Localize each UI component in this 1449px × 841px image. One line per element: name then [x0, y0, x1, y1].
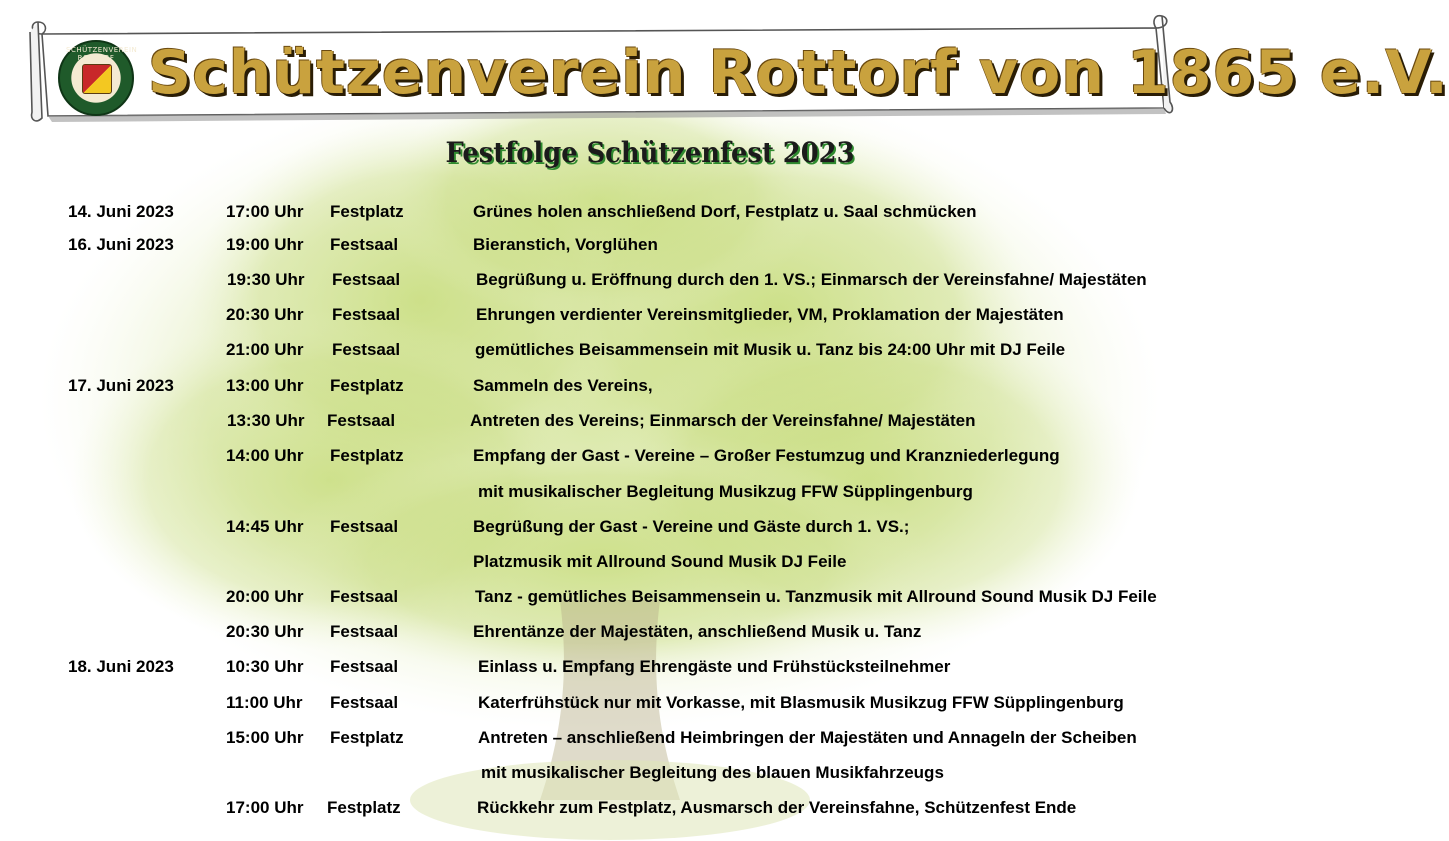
- schedule-description: Katerfrühstück nur mit Vorkasse, mit Blasmusik Musikzug FFW Süpplingenburg: [478, 693, 1124, 712]
- club-emblem-icon: [58, 40, 138, 116]
- schedule-place: Festplatz: [327, 798, 401, 817]
- title-banner: [28, 14, 1449, 132]
- schedule-time: 14:45 Uhr: [226, 517, 304, 536]
- schedule-time: 17:00 Uhr: [226, 202, 304, 221]
- schedule-time: 15:00 Uhr: [226, 728, 304, 747]
- page-subtitle: Festfolge Schützenfest 2023: [445, 136, 855, 169]
- schedule-place: Festsaal: [327, 411, 396, 430]
- schedule-place: Festsaal: [332, 340, 401, 359]
- schedule-description: Empfang der Gast - Vereine – Großer Festumzug und Kranzniederlegung: [473, 446, 1060, 465]
- schedule-description: Grünes holen anschließend Dorf, Festplatz u. Saal schmücken: [473, 202, 977, 221]
- schedule-place: Festplatz: [330, 728, 404, 747]
- schedule-place: Festsaal: [330, 587, 399, 606]
- schedule-description: Bieranstich, Vorglühen: [473, 235, 658, 254]
- schedule-description: Rückkehr zum Festplatz, Ausmarsch der Vereinsfahne, Schützenfest Ende: [477, 798, 1077, 817]
- schedule-description: Begrüßung u. Eröffnung durch den 1. VS.; Einmarsch der Vereinsfahne/ Majestäten: [476, 270, 1147, 289]
- schedule-time: 20:30 Uhr: [226, 622, 304, 641]
- schedule-description: Ehrentänze der Majestäten, anschließend Musik u. Tanz: [473, 622, 922, 641]
- schedule-description: Platzmusik mit Allround Sound Musik DJ Feile: [473, 552, 847, 571]
- schedule-time: 13:30 Uhr: [227, 411, 305, 430]
- schedule-description: Ehrungen verdienter Vereinsmitglieder, VM, Proklamation der Majestäten: [476, 305, 1064, 324]
- schedule-date: 14. Juni 2023: [68, 202, 174, 221]
- emblem-shield-icon: [82, 64, 112, 94]
- schedule-place: Festsaal: [330, 622, 399, 641]
- schedule-place: Festsaal: [332, 270, 401, 289]
- schedule-date: 18. Juni 2023: [68, 657, 174, 676]
- schedule-place: Festplatz: [330, 202, 404, 221]
- schedule-place: Festsaal: [330, 517, 399, 536]
- schedule-description: mit musikalischer Begleitung Musikzug FFW Süpplingenburg: [478, 482, 973, 501]
- club-name-title: Schützenverein Rottorf von 1865 e.V.: [148, 38, 1449, 108]
- schedule-time: 14:00 Uhr: [226, 446, 304, 465]
- schedule-time: 17:00 Uhr: [226, 798, 304, 817]
- schedule-place: Festplatz: [330, 376, 404, 395]
- schedule-place: Festsaal: [330, 693, 399, 712]
- schedule-place: Festplatz: [330, 446, 404, 465]
- schedule-time: 21:00 Uhr: [226, 340, 304, 359]
- schedule-description: Antreten – anschließend Heimbringen der Majestäten und Annageln der Scheiben: [478, 728, 1137, 747]
- schedule-date: 16. Juni 2023: [68, 235, 174, 254]
- schedule-description: Antreten des Vereins; Einmarsch der Vereinsfahne/ Majestäten: [470, 411, 976, 430]
- schedule-time: 13:00 Uhr: [226, 376, 304, 395]
- schedule-description: Begrüßung der Gast - Vereine und Gäste durch 1. VS.;: [473, 517, 910, 536]
- schedule-description: Einlass u. Empfang Ehrengäste und Frühstücksteilnehmer: [478, 657, 951, 676]
- schedule-time: 11:00 Uhr: [226, 693, 303, 712]
- schedule-place: Festsaal: [332, 305, 401, 324]
- schedule-time: 20:30 Uhr: [226, 305, 304, 324]
- schedule-time: 19:00 Uhr: [226, 235, 304, 254]
- schedule-time: 10:30 Uhr: [226, 657, 304, 676]
- schedule-time: 20:00 Uhr: [226, 587, 304, 606]
- schedule-date: 17. Juni 2023: [68, 376, 174, 395]
- schedule-place: Festsaal: [330, 235, 399, 254]
- schedule-description: Sammeln des Vereins,: [473, 376, 653, 395]
- schedule-description: Tanz - gemütliches Beisammensein u. Tanzmusik mit Allround Sound Musik DJ Feile: [475, 587, 1157, 606]
- schedule-time: 19:30 Uhr: [227, 270, 305, 289]
- schedule-description: gemütliches Beisammensein mit Musik u. Tanz bis 24:00 Uhr mit DJ Feile: [475, 340, 1066, 359]
- schedule-description: mit musikalischer Begleitung des blauen Musikfahrzeugs: [481, 763, 944, 782]
- schedule-place: Festsaal: [330, 657, 399, 676]
- emblem-text: SCHÜTZENVEREIN ROTTORF: [66, 46, 138, 62]
